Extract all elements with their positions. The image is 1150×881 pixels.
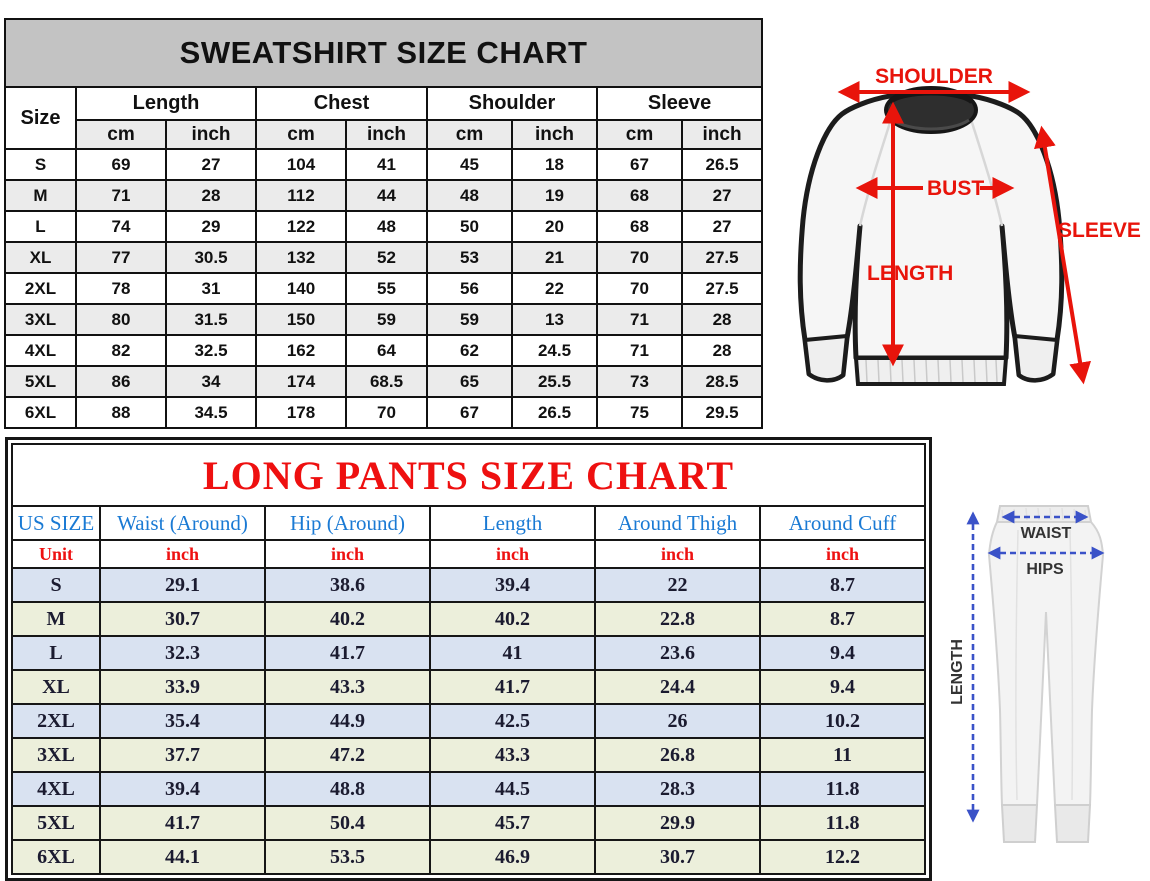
value-cell: 70 <box>597 242 682 273</box>
value-cell: 86 <box>76 366 166 397</box>
value-cell: 41.7 <box>430 670 595 704</box>
size-cell: 6XL <box>12 840 100 874</box>
right-ankle-cuff <box>1055 805 1090 842</box>
pants-length-label: LENGTH <box>949 639 966 705</box>
value-cell: 27.5 <box>682 273 762 304</box>
value-cell: 30.7 <box>100 602 265 636</box>
value-cell: 10.2 <box>760 704 925 738</box>
shoulder-group-header: Shoulder <box>427 87 597 120</box>
value-cell: 27 <box>682 211 762 242</box>
size-cell: M <box>5 180 76 211</box>
size-cell: 2XL <box>5 273 76 304</box>
sweatshirt-size-row <box>5 149 762 180</box>
value-cell: 20 <box>512 211 597 242</box>
value-cell: 22 <box>595 568 760 602</box>
value-cell: 43.3 <box>265 670 430 704</box>
value-cell: 28.5 <box>682 366 762 397</box>
value-cell: 37.7 <box>100 738 265 772</box>
value-cell: 9.4 <box>760 670 925 704</box>
size-cell: S <box>5 149 76 180</box>
pants-size-row <box>12 568 925 602</box>
size-cell: XL <box>12 670 100 704</box>
value-cell: 78 <box>76 273 166 304</box>
hips-label: HIPS <box>1026 561 1064 578</box>
value-cell: 13 <box>512 304 597 335</box>
pants-header-row <box>12 506 925 540</box>
pants-title-row <box>12 444 925 506</box>
unit-header: inch <box>512 120 597 149</box>
sweatshirt-size-row <box>5 211 762 242</box>
value-cell: 122 <box>256 211 346 242</box>
unit-header: cm <box>427 120 512 149</box>
sweatshirt-size-row <box>5 242 762 273</box>
value-cell: 42.5 <box>430 704 595 738</box>
value-cell: 29 <box>166 211 256 242</box>
sweatshirt-size-row <box>5 180 762 211</box>
us-size-header: US SIZE <box>12 506 100 540</box>
value-cell: 70 <box>597 273 682 304</box>
size-cell: 3XL <box>5 304 76 335</box>
value-cell: 53.5 <box>265 840 430 874</box>
length-label: LENGTH <box>867 262 954 285</box>
value-cell: 19 <box>512 180 597 211</box>
value-cell: 32.3 <box>100 636 265 670</box>
pants-size-row <box>12 704 925 738</box>
value-cell: 28 <box>682 304 762 335</box>
value-cell: 29.1 <box>100 568 265 602</box>
value-cell: 26 <box>595 704 760 738</box>
long-pants-size-chart-table <box>11 443 926 875</box>
unit-header: inch <box>166 120 256 149</box>
value-cell: 30.7 <box>595 840 760 874</box>
value-cell: 67 <box>597 149 682 180</box>
chest-group-header: Chest <box>256 87 427 120</box>
value-cell: 65 <box>427 366 512 397</box>
sweatshirt-measurement-diagram <box>790 30 1150 430</box>
left-ankle-cuff <box>1002 805 1037 842</box>
unit-header: inch <box>682 120 762 149</box>
value-cell: 23.6 <box>595 636 760 670</box>
value-cell: 71 <box>597 335 682 366</box>
sweatshirt-size-row <box>5 273 762 304</box>
value-cell: 26.8 <box>595 738 760 772</box>
pants-size-row <box>12 840 925 874</box>
length-header: Length <box>430 506 595 540</box>
value-cell: 55 <box>346 273 427 304</box>
value-cell: 21 <box>512 242 597 273</box>
value-cell: 59 <box>346 304 427 335</box>
size-cell: 6XL <box>5 397 76 428</box>
sweatshirt-size-row <box>5 397 762 428</box>
value-cell: 71 <box>597 304 682 335</box>
value-cell: 68.5 <box>346 366 427 397</box>
sleeve-label: SLEEVE <box>1058 219 1141 242</box>
value-cell: 178 <box>256 397 346 428</box>
value-cell: 27 <box>682 180 762 211</box>
size-cell: 4XL <box>12 772 100 806</box>
value-cell: 26.5 <box>682 149 762 180</box>
bust-label: BUST <box>927 177 985 200</box>
shoulder-label: SHOULDER <box>875 65 993 88</box>
pants-size-row <box>12 738 925 772</box>
value-cell: 29.9 <box>595 806 760 840</box>
sweatshirt-chart-title: SWEATSHIRT SIZE CHART <box>5 19 762 87</box>
value-cell: 75 <box>597 397 682 428</box>
sweatshirt-units-row <box>5 120 762 149</box>
value-cell: 68 <box>597 211 682 242</box>
value-cell: 44.5 <box>430 772 595 806</box>
value-cell: 50.4 <box>265 806 430 840</box>
sweatshirt-group-header-row <box>5 87 762 120</box>
value-cell: 18 <box>512 149 597 180</box>
value-cell: 22.8 <box>595 602 760 636</box>
size-cell: S <box>12 568 100 602</box>
value-cell: 30.5 <box>166 242 256 273</box>
unit-header: cm <box>597 120 682 149</box>
unit-cell: inch <box>430 540 595 568</box>
left-cuff <box>805 336 847 380</box>
sleeve-group-header: Sleeve <box>597 87 762 120</box>
value-cell: 88 <box>76 397 166 428</box>
value-cell: 69 <box>76 149 166 180</box>
pants-size-row <box>12 602 925 636</box>
value-cell: 34 <box>166 366 256 397</box>
value-cell: 24.4 <box>595 670 760 704</box>
value-cell: 27.5 <box>682 242 762 273</box>
unit-header: cm <box>256 120 346 149</box>
value-cell: 8.7 <box>760 602 925 636</box>
sweatshirt-size-row <box>5 335 762 366</box>
size-cell: M <box>12 602 100 636</box>
size-cell: 5XL <box>5 366 76 397</box>
value-cell: 74 <box>76 211 166 242</box>
thigh-header: Around Thigh <box>595 506 760 540</box>
value-cell: 73 <box>597 366 682 397</box>
value-cell: 112 <box>256 180 346 211</box>
value-cell: 162 <box>256 335 346 366</box>
value-cell: 104 <box>256 149 346 180</box>
value-cell: 22 <box>512 273 597 304</box>
value-cell: 32.5 <box>166 335 256 366</box>
value-cell: 43.3 <box>430 738 595 772</box>
value-cell: 44.1 <box>100 840 265 874</box>
value-cell: 35.4 <box>100 704 265 738</box>
value-cell: 64 <box>346 335 427 366</box>
value-cell: 24.5 <box>512 335 597 366</box>
size-cell: 4XL <box>5 335 76 366</box>
value-cell: 38.6 <box>265 568 430 602</box>
right-cuff <box>1015 336 1057 380</box>
value-cell: 77 <box>76 242 166 273</box>
pants-size-row <box>12 670 925 704</box>
value-cell: 33.9 <box>100 670 265 704</box>
value-cell: 80 <box>76 304 166 335</box>
value-cell: 132 <box>256 242 346 273</box>
value-cell: 41 <box>430 636 595 670</box>
value-cell: 39.4 <box>430 568 595 602</box>
unit-header: cm <box>76 120 166 149</box>
value-cell: 48.8 <box>265 772 430 806</box>
unit-cell: inch <box>100 540 265 568</box>
waist-label: WAIST <box>1020 525 1072 542</box>
sweatshirt-drawing <box>800 88 1062 384</box>
pants-measurement-diagram <box>940 460 1140 860</box>
value-cell: 59 <box>427 304 512 335</box>
size-column-header: Size <box>5 87 76 149</box>
value-cell: 28 <box>166 180 256 211</box>
hip-header: Hip (Around) <box>265 506 430 540</box>
value-cell: 31.5 <box>166 304 256 335</box>
value-cell: 8.7 <box>760 568 925 602</box>
value-cell: 174 <box>256 366 346 397</box>
value-cell: 52 <box>346 242 427 273</box>
unit-cell: inch <box>265 540 430 568</box>
value-cell: 47.2 <box>265 738 430 772</box>
value-cell: 34.5 <box>166 397 256 428</box>
size-cell: L <box>5 211 76 242</box>
sweatshirt-title-row <box>5 19 762 87</box>
pants-drawing <box>989 506 1103 842</box>
waistband <box>997 506 1091 522</box>
value-cell: 48 <box>427 180 512 211</box>
value-cell: 25.5 <box>512 366 597 397</box>
value-cell: 41.7 <box>265 636 430 670</box>
length-group-header: Length <box>76 87 256 120</box>
value-cell: 46.9 <box>430 840 595 874</box>
value-cell: 12.2 <box>760 840 925 874</box>
pants-size-row <box>12 636 925 670</box>
sweatshirt-size-chart-table <box>4 18 763 429</box>
unit-cell: inch <box>595 540 760 568</box>
value-cell: 28 <box>682 335 762 366</box>
unit-cell: inch <box>760 540 925 568</box>
pants-chart-outer-border <box>5 437 932 881</box>
size-cell: 3XL <box>12 738 100 772</box>
sweatshirt-size-row <box>5 366 762 397</box>
sweatshirt-size-row <box>5 304 762 335</box>
value-cell: 44.9 <box>265 704 430 738</box>
value-cell: 44 <box>346 180 427 211</box>
value-cell: 53 <box>427 242 512 273</box>
value-cell: 29.5 <box>682 397 762 428</box>
value-cell: 150 <box>256 304 346 335</box>
unit-row-label: Unit <box>12 540 100 568</box>
value-cell: 82 <box>76 335 166 366</box>
pants-size-row <box>12 772 925 806</box>
value-cell: 45.7 <box>430 806 595 840</box>
cuff-header: Around Cuff <box>760 506 925 540</box>
value-cell: 28.3 <box>595 772 760 806</box>
size-cell: 2XL <box>12 704 100 738</box>
size-cell: 5XL <box>12 806 100 840</box>
value-cell: 39.4 <box>100 772 265 806</box>
value-cell: 26.5 <box>512 397 597 428</box>
value-cell: 40.2 <box>265 602 430 636</box>
value-cell: 62 <box>427 335 512 366</box>
value-cell: 31 <box>166 273 256 304</box>
value-cell: 40.2 <box>430 602 595 636</box>
value-cell: 11 <box>760 738 925 772</box>
value-cell: 140 <box>256 273 346 304</box>
value-cell: 11.8 <box>760 806 925 840</box>
value-cell: 71 <box>76 180 166 211</box>
value-cell: 9.4 <box>760 636 925 670</box>
value-cell: 70 <box>346 397 427 428</box>
unit-header: inch <box>346 120 427 149</box>
value-cell: 50 <box>427 211 512 242</box>
value-cell: 48 <box>346 211 427 242</box>
value-cell: 11.8 <box>760 772 925 806</box>
value-cell: 68 <box>597 180 682 211</box>
value-cell: 41 <box>346 149 427 180</box>
value-cell: 41.7 <box>100 806 265 840</box>
size-cell: L <box>12 636 100 670</box>
size-cell: XL <box>5 242 76 273</box>
value-cell: 45 <box>427 149 512 180</box>
waist-header: Waist (Around) <box>100 506 265 540</box>
pants-unit-row <box>12 540 925 568</box>
pants-chart-title: LONG PANTS SIZE CHART <box>12 444 925 506</box>
value-cell: 67 <box>427 397 512 428</box>
value-cell: 56 <box>427 273 512 304</box>
pants-size-row <box>12 806 925 840</box>
value-cell: 27 <box>166 149 256 180</box>
